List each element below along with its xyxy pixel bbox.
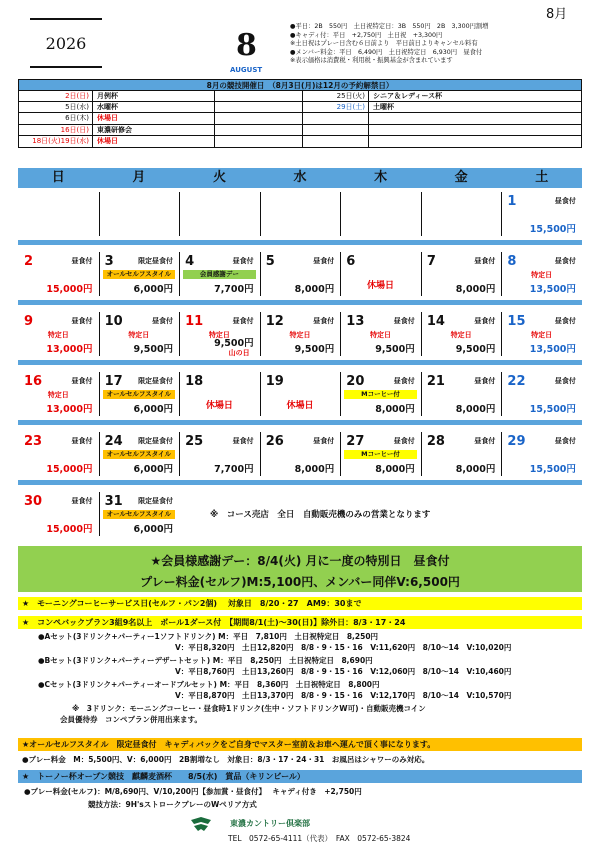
- day-price: 15,000円: [46, 464, 93, 475]
- day-number: 23: [24, 434, 43, 449]
- all-self-line: ●プレー料金 M：5,500円、V：6,000円 2B割増なし 対象日：8/3・17・24・31 お風呂はシャワーのみ対応。: [22, 755, 430, 764]
- meal-label: 昼食付: [71, 497, 93, 505]
- day-number: 4: [185, 254, 195, 269]
- day-price: 6,000円: [133, 464, 174, 475]
- meal-label: 昼食付: [393, 377, 415, 385]
- day-price: 9,500円: [455, 344, 496, 355]
- day-cell-divider: [260, 432, 261, 476]
- meal-label: 昼食付: [152, 317, 174, 325]
- plan-c-line: ●Cセット(3ドリンク+パーティーオードブルセット) M：平日 8,360円 土日祝特定日 8,800円: [38, 680, 380, 689]
- meal-label: 昼食付: [232, 317, 254, 325]
- meal-label: 昼食付: [313, 437, 335, 445]
- shop-notice: ※ コース売店 全日 自動販売機のみの営業となります: [210, 510, 431, 520]
- day-cell-divider: [99, 492, 100, 536]
- meal-label: 昼食付: [313, 317, 335, 325]
- day-price: 15,000円: [46, 524, 93, 535]
- day-cell-divider: [340, 432, 341, 476]
- special-day-label: 特定日: [47, 331, 69, 339]
- day-number: 10: [104, 314, 123, 329]
- competition-spacer: [215, 136, 303, 147]
- competition-name-2: [369, 125, 581, 135]
- day-cell: [99, 252, 180, 298]
- meal-label: 昼食付: [71, 437, 93, 445]
- member-day-promo: [18, 546, 582, 592]
- meal-label: 昼食付: [232, 437, 254, 445]
- day-number: 16: [24, 374, 43, 389]
- day-cell: [421, 372, 502, 418]
- day-number: 15: [507, 314, 526, 329]
- competition-date-2: [303, 113, 369, 123]
- day-cell-divider: [340, 372, 341, 416]
- day-price: 8,000円: [455, 284, 496, 295]
- day-tag: オールセルフスタイル: [103, 450, 176, 459]
- day-price: 13,500円: [529, 344, 576, 355]
- competition-name: 休場日: [93, 136, 215, 147]
- day-cell-divider: [501, 192, 502, 236]
- day-cell-divider: [179, 192, 180, 236]
- day-tag: オールセルフスタイル: [103, 270, 176, 279]
- plan-a-line: ●Aセット(3ドリンク+パーティー1ソフトドリンク) M：平日 7,810円 土日祝特定日 8,250円: [38, 632, 379, 641]
- promo-line-1: ★会員様感謝デー：8/4(火) 月に一度の特別日 昼食付: [150, 554, 450, 568]
- day-number: 20: [346, 374, 365, 389]
- meal-label: 昼食付: [474, 317, 496, 325]
- day-cell: [18, 312, 99, 358]
- plan-a-visitor-line: V：平日8,320円 土日12,820円 8/8・9・15・16 V:11,620円 8/10～14 V:10,020円: [175, 643, 512, 652]
- day-number: 19: [265, 374, 284, 389]
- day-price: 8,000円: [375, 464, 415, 475]
- day-cell-divider: [260, 192, 261, 236]
- day-cell-divider: [179, 252, 180, 296]
- special-day-label: 特定日: [128, 331, 150, 339]
- comeback-plan-banner: ★ コンペバックプラン3組9名以上 ボール1ダース付 【期間8/1(土)～30(日)】除外日：8/3・17・24: [18, 616, 582, 629]
- competition-row: [19, 91, 581, 102]
- meal-label: 昼食付: [474, 257, 496, 265]
- meal-label: 昼食付: [393, 317, 415, 325]
- day-price: 8,000円: [294, 464, 335, 475]
- competition-row: [19, 102, 581, 113]
- day-price: 6,000円: [133, 524, 174, 535]
- day-number: 2: [24, 254, 34, 269]
- day-price: 6,000円: [133, 284, 174, 295]
- day-cell-divider: [260, 252, 261, 296]
- competition-date: 2日(日): [19, 91, 93, 101]
- day-cell: [179, 312, 260, 358]
- info-line: ※土日祝はプレー日含む６日前より 平日前日よりキャンセル料有: [290, 40, 478, 48]
- meal-label: 昼食付: [232, 257, 254, 265]
- info-line: ●平日：2B 550円 土日祝特定日：3B 550円 2B 3,300円割増: [290, 23, 489, 30]
- special-day-label: 特定日: [208, 331, 230, 339]
- day-number: 1: [507, 194, 517, 209]
- day-price: 7,700円: [214, 464, 254, 475]
- day-cell: [18, 252, 99, 298]
- weekday-tue: 火: [212, 170, 226, 185]
- meal-label: 昼食付: [554, 197, 576, 205]
- meal-label: 昼食付: [554, 317, 576, 325]
- special-day-label: 特定日: [370, 331, 392, 339]
- day-cell: [421, 252, 502, 298]
- competition-name: 月例杯: [93, 91, 215, 101]
- day-cell: [340, 432, 421, 478]
- special-day-label: 特定日: [531, 271, 553, 279]
- competition-date-2: 25日(火): [303, 91, 369, 101]
- special-day-label: 特定日: [450, 331, 472, 339]
- all-self-banner: ★オールセルフスタイル 限定昼食付 キャディバックをご自身でマスター室前＆お車へ運んで頂く事になります。: [18, 738, 582, 751]
- day-cell: [99, 492, 180, 538]
- day-tag: 会員感謝デー: [183, 270, 256, 279]
- day-price: 9,500円: [214, 338, 254, 349]
- info-line: ●キャディ付：平日 +2,750円 土日祝 +3,300円: [290, 31, 443, 39]
- day-cell: [340, 372, 421, 418]
- competition-name: 水曜杯: [93, 102, 215, 112]
- special-day-label: 特定日: [289, 331, 311, 339]
- special-day-label: 特定日: [531, 331, 553, 339]
- meal-label: 昼食付: [71, 377, 93, 385]
- day-price: 8,000円: [455, 464, 496, 475]
- day-number: 26: [265, 434, 284, 449]
- day-cell: [18, 432, 99, 478]
- meal-label: 昼食付: [474, 437, 496, 445]
- day-cell-divider: [99, 252, 100, 296]
- day-number: 6: [346, 254, 356, 269]
- day-cell-divider: [340, 192, 341, 236]
- day-price: 9,500円: [294, 344, 335, 355]
- meal-label: 昼食付: [71, 317, 93, 325]
- competition-name-2: [369, 136, 581, 147]
- day-price: 13,000円: [46, 344, 93, 355]
- competition-spacer: [215, 113, 303, 123]
- weekday-thu: 木: [374, 170, 388, 185]
- weekday-sat: 土: [535, 170, 549, 185]
- day-cell: [260, 252, 341, 298]
- day-tag: オールセルフスタイル: [103, 390, 176, 399]
- weekday-wed: 水: [293, 170, 307, 185]
- month-english: AUGUST: [230, 66, 263, 74]
- competition-name-2: [369, 113, 581, 123]
- year: 2026: [30, 18, 102, 68]
- promo-line-2: プレー料金(セルフ)M:5,100円、メンバー同伴V:6,500円: [140, 575, 460, 589]
- meal-label: 限定昼食付: [138, 257, 174, 265]
- competition-date-2: [303, 136, 369, 147]
- plan-b-visitor-line: V：平日8,760円 土日13,260円 8/8・9・15・16 V:12,060円 8/10～14 V:10,460円: [175, 667, 512, 676]
- day-cell: [340, 252, 421, 298]
- day-number: 21: [426, 374, 445, 389]
- info-line: ●メンバー料金：平日 6,490円 土日祝特定日 6,930円 昼食付: [290, 48, 483, 56]
- day-price: 15,500円: [529, 464, 576, 475]
- competition-table: [18, 79, 582, 148]
- competition-date: 5日(水): [19, 102, 93, 112]
- competition-spacer: [215, 125, 303, 135]
- weekday-sun: 日: [51, 170, 65, 185]
- day-price: 15,000円: [46, 284, 93, 295]
- day-cell-divider: [179, 432, 180, 476]
- day-cell: [179, 432, 260, 478]
- club-logo-icon: [190, 816, 212, 832]
- month-number: 8: [236, 28, 257, 63]
- day-price: 8,000円: [455, 404, 496, 415]
- day-number: 31: [104, 494, 123, 509]
- day-cell: [501, 192, 582, 238]
- day-number: 8: [507, 254, 517, 269]
- day-cell: [179, 252, 260, 298]
- meal-label: 昼食付: [474, 377, 496, 385]
- competition-row: [19, 136, 581, 147]
- closed-label: 休場日: [286, 401, 314, 411]
- competition-spacer: [215, 91, 303, 101]
- day-price: 7,700円: [214, 284, 254, 295]
- week-separator: [18, 420, 582, 425]
- day-price: 8,000円: [375, 404, 415, 415]
- day-cell: [340, 312, 421, 358]
- competition-name-2: シニア＆レディース杯: [373, 92, 443, 100]
- day-number: 29: [507, 434, 526, 449]
- meal-label: 昼食付: [313, 257, 335, 265]
- day-number: 11: [185, 314, 204, 329]
- day-number: 9: [24, 314, 34, 329]
- day-number: 17: [104, 374, 123, 389]
- weekday-header: [18, 168, 582, 188]
- weekday-fri: 金: [454, 170, 468, 185]
- week-separator: [18, 480, 582, 485]
- day-number: 5: [265, 254, 275, 269]
- day-price: 15,500円: [529, 404, 576, 415]
- day-cell: [421, 432, 502, 478]
- coupon-note: 会員優待券 コンペプラン併用出来ます。: [60, 715, 202, 724]
- competition-row: [19, 125, 581, 136]
- day-cell-divider: [421, 432, 422, 476]
- day-cell-divider: [501, 432, 502, 476]
- price-info: [290, 23, 590, 66]
- day-number: 18: [185, 374, 204, 389]
- contact-info: TEL 0572-65-4111（代表） FAX 0572-65-3824: [228, 834, 411, 843]
- competition-name-2: 土曜杯: [373, 103, 394, 112]
- morning-coffee-banner: ★ モーニングコーヒーサービス日(セルフ・パン2個) 対象日 8/20・27 AM9：30まで: [18, 597, 582, 610]
- competition-spacer: [215, 102, 303, 112]
- competition-date: 16日(日): [19, 125, 93, 135]
- day-price: 8,000円: [294, 284, 335, 295]
- week-separator: [18, 300, 582, 305]
- day-cell-divider: [501, 372, 502, 416]
- competition-date-2: [303, 125, 369, 135]
- month-corner-label: 8月: [546, 7, 568, 22]
- closed-label: 休場日: [205, 401, 233, 411]
- competition-row: [19, 113, 581, 124]
- day-cell-divider: [99, 432, 100, 476]
- meal-label: 昼食付: [554, 377, 576, 385]
- week-separator: [18, 240, 582, 245]
- day-tag: オールセルフスタイル: [103, 510, 176, 519]
- day-number: 22: [507, 374, 526, 389]
- tono-cup-fee: ●プレー料金(セルフ)：M/8,690円、V/10,200円【参加賞・昼食付】 キャディ付き +2,750円: [24, 787, 362, 796]
- day-cell-divider: [99, 372, 100, 416]
- day-number: 13: [346, 314, 365, 329]
- day-number: 28: [426, 434, 445, 449]
- closed-label: 休場日: [367, 281, 395, 291]
- day-cell: [421, 312, 502, 358]
- day-cell: [501, 252, 582, 298]
- day-cell: [18, 372, 99, 418]
- competition-date: 6日(木): [19, 113, 93, 123]
- day-cell: [260, 372, 341, 418]
- day-number: 24: [104, 434, 123, 449]
- drink-note: ※ 3ドリンク：モーニングコーヒー・昼食時1ドリンク(生中・ソフトドリンクW可)・自動販売機コイン: [72, 704, 426, 713]
- meal-label: 昼食付: [554, 437, 576, 445]
- day-cell: [99, 372, 180, 418]
- meal-label: 限定昼食付: [138, 437, 174, 445]
- day-cell-divider: [421, 372, 422, 416]
- day-number: 27: [346, 434, 365, 449]
- day-number: 30: [24, 494, 43, 509]
- info-line: ※表示価格は消費税・利用税・振興基金が含まれています: [290, 57, 453, 65]
- club-name: 東濃カントリー倶楽部: [230, 819, 310, 828]
- day-number: 25: [185, 434, 204, 449]
- holiday-label: 山の日: [228, 349, 250, 357]
- day-cell-divider: [421, 192, 422, 236]
- day-cell: [501, 432, 582, 478]
- day-number: 7: [426, 254, 436, 269]
- weekday-mon: 月: [132, 170, 146, 185]
- day-price: 9,500円: [375, 344, 415, 355]
- day-cell: [501, 372, 582, 418]
- competition-date: 18日(火)19日(水): [19, 136, 93, 147]
- day-number: 14: [426, 314, 445, 329]
- tono-cup-method: 競技方法：9H'sストロークプレーのWペリア方式: [88, 800, 257, 809]
- day-cell: [99, 432, 180, 478]
- day-price: 13,500円: [529, 284, 576, 295]
- day-price: 13,000円: [46, 404, 93, 415]
- competition-table-title: 8月の競技開催日 （8月3日(月)は12月の予約解禁日）: [19, 80, 581, 91]
- plan-c-visitor-line: V：平日8,870円 土日13,370円 8/8・9・15・16 V:12,170円 8/10～14 V:10,570円: [175, 691, 512, 700]
- day-cell-divider: [99, 192, 100, 236]
- day-price: 9,500円: [133, 344, 174, 355]
- day-cell-divider: [421, 252, 422, 296]
- day-cell: [260, 432, 341, 478]
- day-price: 6,000円: [133, 404, 174, 415]
- day-cell: [179, 372, 260, 418]
- day-tag: Mコーヒー付: [344, 390, 417, 399]
- meal-label: 限定昼食付: [138, 497, 174, 505]
- day-tag: Mコーヒー付: [344, 450, 417, 459]
- day-cell: [18, 492, 99, 538]
- day-cell: [501, 312, 582, 358]
- tono-cup-banner: ★ トーノー杯オープン競技 麒麟麦酒杯 8/5(水) 賞品（キリンビール）: [18, 770, 582, 783]
- day-price: 15,500円: [529, 224, 576, 235]
- competition-name: 東濃研修会: [93, 125, 215, 135]
- week-separator: [18, 360, 582, 365]
- day-number: 12: [265, 314, 284, 329]
- day-cell: [260, 312, 341, 358]
- meal-label: 昼食付: [393, 437, 415, 445]
- competition-date-2: 29日(土): [303, 102, 369, 112]
- competition-name: 休場日: [93, 113, 215, 123]
- meal-label: 限定昼食付: [138, 377, 174, 385]
- meal-label: 昼食付: [554, 257, 576, 265]
- day-number: 3: [104, 254, 114, 269]
- day-cell: [99, 312, 180, 358]
- special-day-label: 特定日: [47, 391, 69, 399]
- plan-b-line: ●Bセット(3ドリンク+パーティーデザートセット) M：平日 8,250円 土日祝特定日 8,690円: [38, 656, 373, 665]
- meal-label: 昼食付: [71, 257, 93, 265]
